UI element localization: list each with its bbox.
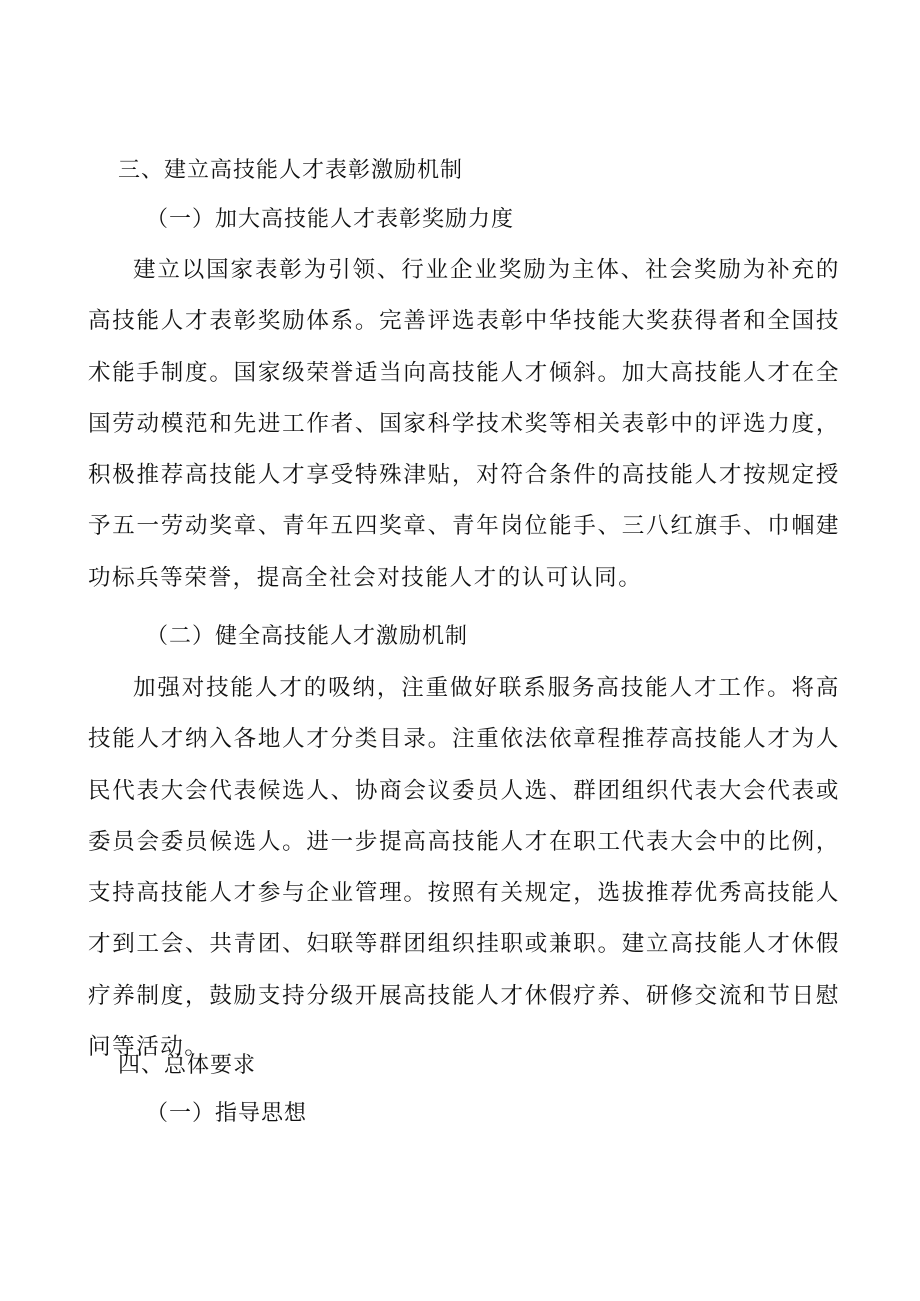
subsection-3-1-paragraph: 建立以国家表彰为引领、行业企业奖励为主体、社会奖励为补充的高技能人才表彰奖励体系。完善评选表彰中华技能大奖获得者和全国技术能手制度。国家级荣誉适当向高技能人才倾斜。加大高技能人才在全国劳动模范和先进工作者、国家科学技术奖等相关表彰中的评选力度，积极推荐高技能人才享受特殊津贴，对符合条件的高技能人才按规定授予五一劳动奖章、青年五四奖章、青年岗位能手、三八红旗手、巾帼建功标兵等荣誉，提高全社会对技能人才的认可认同。 <box>88 257 840 591</box>
subsection-3-1-heading: （一）加大高技能人才表彰奖励力度 <box>146 207 515 232</box>
subsection-4-1-heading: （一）指导思想 <box>146 1101 308 1126</box>
section-4-heading: 四、总体要求 <box>118 1053 257 1078</box>
subsection-3-2-paragraph: 加强对技能人才的吸纳，注重做好联系服务高技能人才工作。将高技能人才纳入各地人才分类目录。注重依法依章程推荐高技能人才为人民代表大会代表候选人、协商会议委员人选、群团组织代表大会代表或委员会委员候选人。进一步提高高技能人才在职工代表大会中的比例，支持高技能人才参与企业管理。按照有关规定，选拔推荐优秀高技能人才到工会、共青团、妇联等群团组织挂职或兼职。建立高技能人才休假疗养制度，鼓励支持分级开展高技能人才休假疗养、研修交流和节日慰问等活动。 <box>88 675 840 1061</box>
subsection-3-2-heading: （二）健全高技能人才激励机制 <box>146 624 469 649</box>
section-3-heading: 三、建立高技能人才表彰激励机制 <box>118 158 464 183</box>
